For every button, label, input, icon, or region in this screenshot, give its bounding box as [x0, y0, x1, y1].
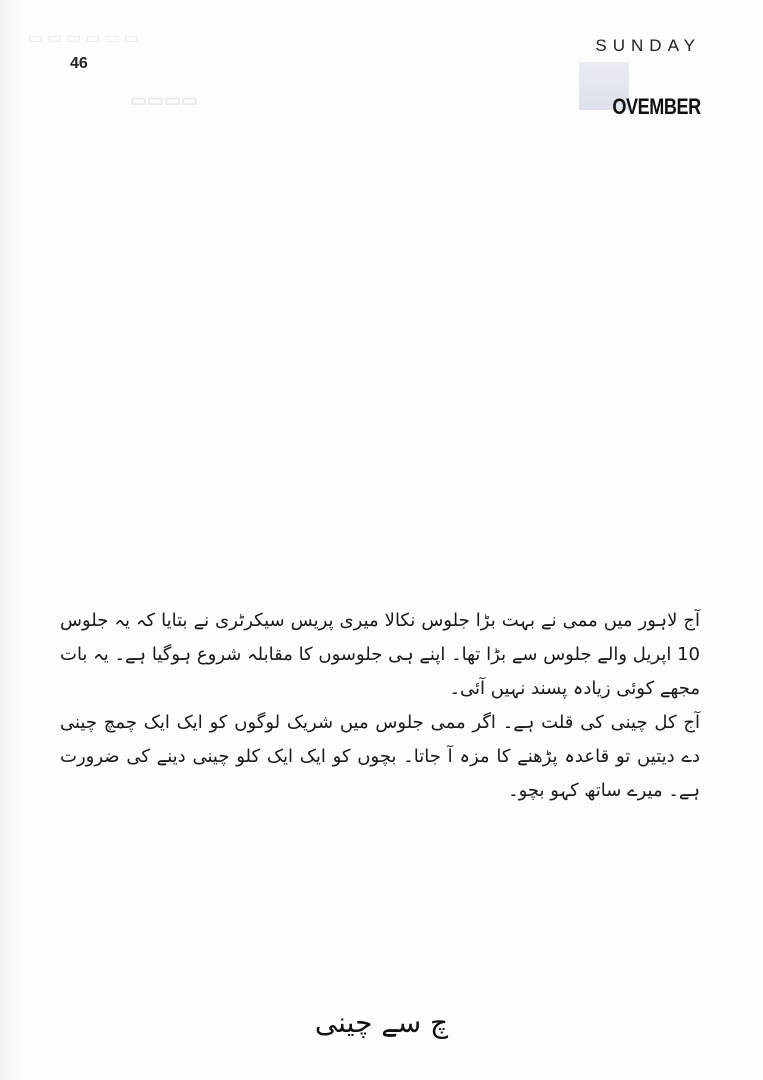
diary-paragraph: آج کل چینی کی قلت ہے۔ اگر ممی جلوس میں شریک لوگوں کو ایک ایک چمچ چینی دے دیتیں تو قاعدہ پڑھنے کا مزہ آ جاتا۔ بچوں کو ایک ایک کلو چینی دینے کی ضرورت ہے۔ میرے ساتھ کہو بچو۔ — [60, 712, 700, 801]
ghost-day-text: ▭▭▭▭▭▭ — [28, 30, 143, 47]
day-name: SUNDAY — [595, 36, 701, 55]
diary-paragraph: آج لاہور میں ممی نے بہت بڑا جلوس نکالا میری پریس سیکرٹری نے بتایا کہ یہ جلوس 10 اپریل والے جلوس سے بڑا تھا۔ اپنے ہی جلوسوں کا مقابلہ شروع ہوگیا ہے۔ یہ بات مجھے کوئی زیادہ پسند نہیں آئی۔ — [60, 610, 700, 699]
ghost-month-text: ▭▭▭▭ — [130, 90, 199, 110]
diary-entry — [60, 604, 700, 808]
date-header — [561, 36, 701, 126]
footer-phrase: چ سے چینی — [314, 1006, 449, 1039]
show-through-previous-page — [10, 20, 310, 120]
month-name: OVEMBER — [612, 94, 701, 119]
page-number: 46 — [70, 55, 88, 72]
